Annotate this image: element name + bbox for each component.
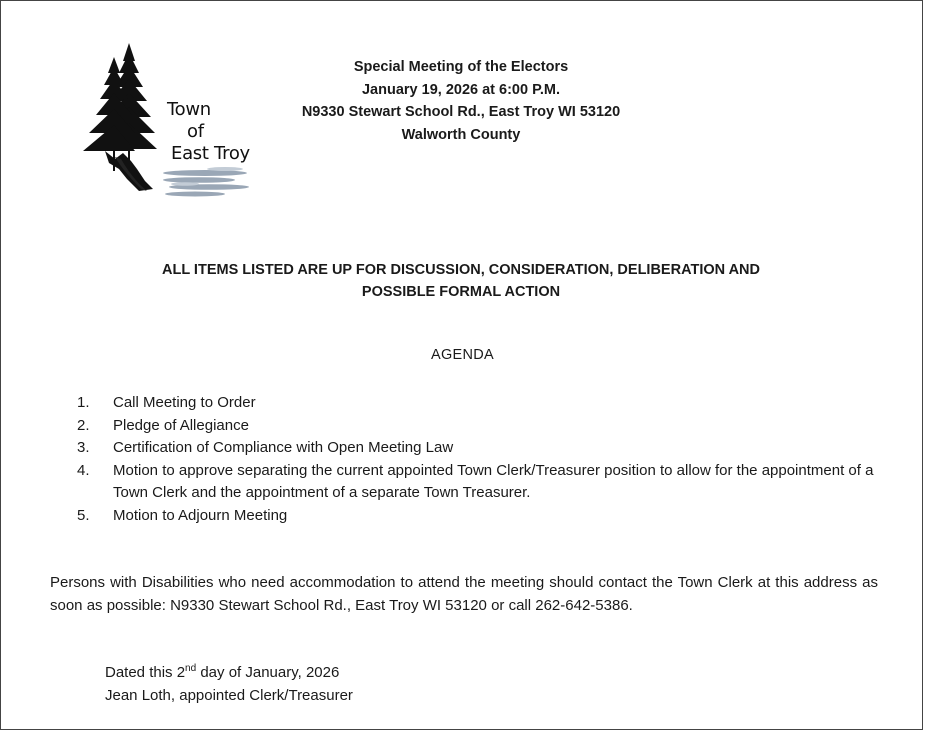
agenda-item-text: Certification of Compliance with Open Meeting Law <box>113 439 454 456</box>
agenda-item-number: 3. <box>77 439 90 456</box>
agenda-item-number: 4. <box>77 461 90 479</box>
meeting-title: Special Meeting of the Electors <box>353 59 569 75</box>
meeting-header <box>251 56 671 146</box>
agenda-item <box>77 437 877 460</box>
dated-suffix: day of January, 2026 <box>196 664 340 681</box>
agenda-item <box>77 505 877 528</box>
agenda-item-number: 2. <box>77 416 90 434</box>
dated-line <box>105 661 353 684</box>
agenda-list <box>77 392 877 527</box>
signature-block <box>105 661 353 707</box>
disability-accommodation-notice: Persons with Disabilities who need accommodation to attend the meeting should contact the Town Clerk at this address as soon as possible: N9330 Stewart School Rd., East Troy WI 53120 or call 262-642-5386. <box>50 574 878 614</box>
notice-line-2: POSSIBLE FORMAL ACTION <box>361 284 561 300</box>
logo-east-troy-text: East Troy <box>171 143 250 164</box>
agenda-item-number: 1. <box>77 394 90 411</box>
meeting-datetime: January 19, 2026 at 6:00 P.M. <box>361 81 561 98</box>
agenda-title: AGENDA <box>430 347 495 363</box>
notice-line-1: ALL ITEMS LISTED ARE UP FOR DISCUSSION, CONSIDERATION, DELIBERATION AND <box>161 262 761 278</box>
agenda-item-text: Motion to approve separating the current appointed Town Clerk/Treasurer position to allow for the appointment of a Town Clerk and the appointment of a separate Town Treasurer. <box>113 461 874 501</box>
pine-trees-icon <box>75 39 265 205</box>
agenda-item-number: 5. <box>77 506 90 524</box>
dated-ordinal: nd <box>185 663 197 674</box>
logo-town-text: Town <box>167 99 211 120</box>
agenda-item <box>77 392 877 415</box>
agenda-item <box>77 460 877 505</box>
agenda-item <box>77 415 877 438</box>
meeting-address: N9330 Stewart School Rd., East Troy WI 53120 <box>301 104 621 120</box>
meeting-county: Walworth County <box>401 126 521 143</box>
dated-prefix: Dated this 2 <box>105 664 186 681</box>
logo-of-text: of <box>187 121 204 142</box>
agenda-item-text: Pledge of Allegiance <box>113 416 249 434</box>
agenda-item-text: Motion to Adjourn Meeting <box>113 506 288 524</box>
signer-line: Jean Loth, appointed Clerk/Treasurer <box>105 687 353 704</box>
discussion-notice <box>61 259 861 303</box>
agenda-item-text: Call Meeting to Order <box>113 394 256 411</box>
town-logo <box>75 39 265 205</box>
